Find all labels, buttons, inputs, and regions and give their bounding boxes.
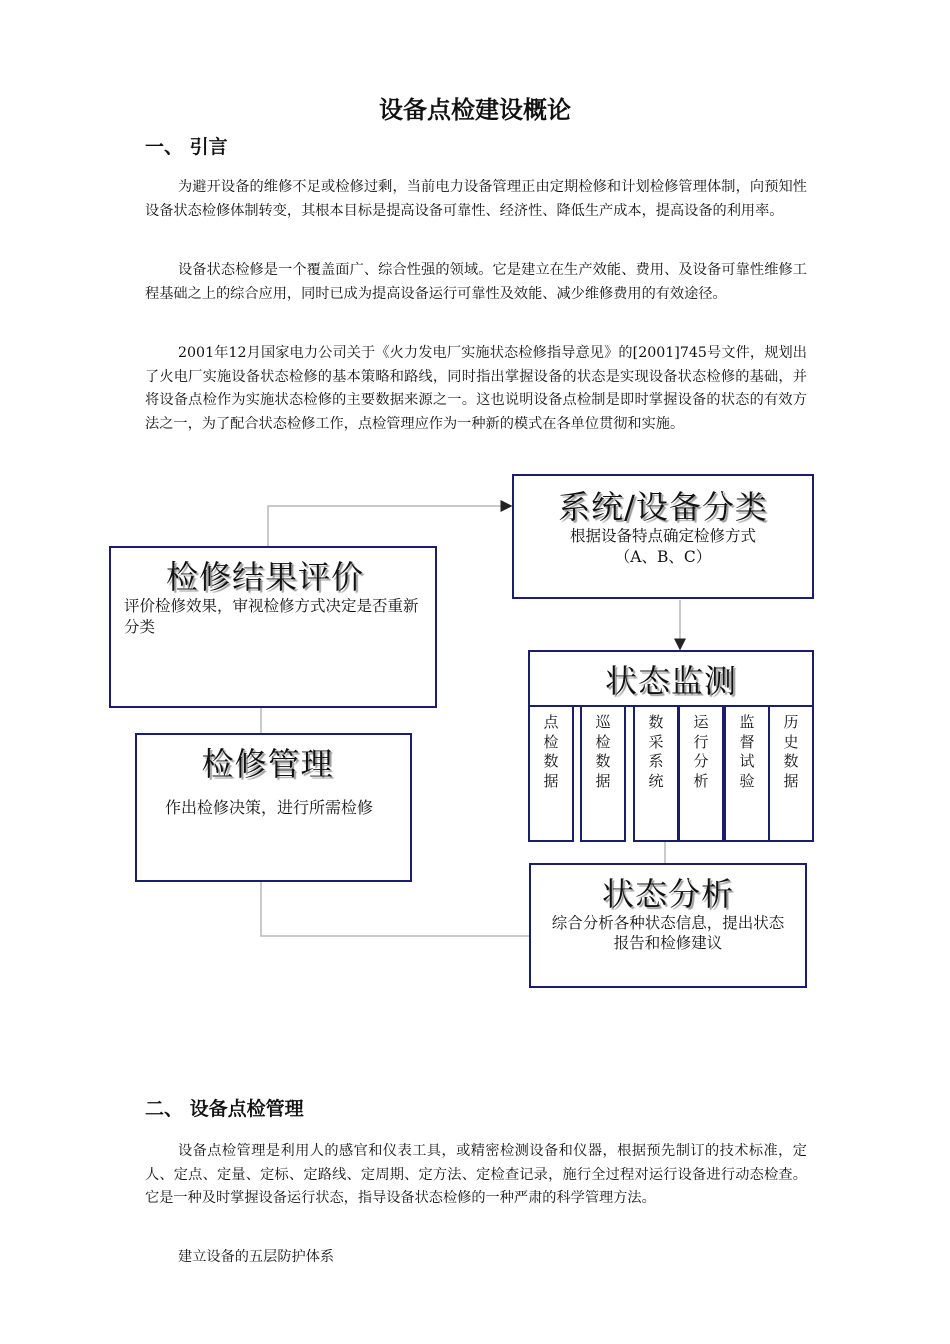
section-heading-intro: 一、 引言 [145,136,228,158]
paragraph-3: 2001年12月国家电力公司关于《火力发电厂实施状态检修指导意见》的[2001]745号文件，规划出了火电厂实施设备状态检修的基本策略和路线，同时指出掌握设备的状态是实现设备状态检修的基础，并将设备点检作为实施状态检修的主要数据来源之一。这也说明设备点检制是即时掌握设备的状态的有效方法之一，为了配合状态检修工作，点检管理应作为一种新的模式在各单位贯彻和实施。 [145,345,807,432]
evaluate-desc: 评价检修效果，审视检修方式决定是否重新分类 [124,597,419,636]
analysis-desc: 综合分析各种状态信息，提出状态报告和检修建议 [551,914,785,952]
manage-title: 检修管理 [201,745,334,783]
classify-desc-2: （A、B、C） [614,548,712,566]
monitor-title: 状态监测 [604,662,737,700]
monitor-column: 点检数据 [528,705,574,842]
monitor-column: 监督试验 [724,705,770,842]
monitor-column: 巡检数据 [580,705,626,842]
manage-box [135,733,412,882]
classify-title: 系统/设备分类 [558,488,768,526]
paragraph-2: 设备状态检修是一个覆盖面广、综合性强的领域。它是建立在生产效能、费用、及设备可靠性维修工程基础之上的综合应用，同时已成为提高设备运行可靠性及效能、减少维修费用的有效途径。 [145,262,807,302]
page-title: 设备点检建设概论 [379,96,571,124]
paragraph-1: 为避开设备的维修不足或检修过剩，当前电力设备管理正由定期检修和计划检修管理体制，向预知性设备状态检修体制转变，其根本目标是提高设备可靠性、经济性、降低生产成本，提高设备的利用率。 [145,179,807,219]
paragraph-5: 建立设备的五层防护体系 [178,1249,335,1265]
analysis-box [529,863,807,988]
classify-desc: 根据设备特点确定检修方式 [569,527,756,545]
monitor-column: 历史数据 [768,705,814,842]
monitor-box [528,650,814,707]
section-heading-management: 二、 设备点检管理 [145,1098,304,1120]
evaluate-title: 检修结果评价 [165,558,364,596]
monitor-column: 运行分析 [678,705,724,842]
analysis-title: 状态分析 [601,875,734,913]
classify-box [512,474,814,599]
evaluate-box [109,546,437,708]
monitor-column: 数采系统 [633,705,679,842]
manage-desc: 作出检修决策，进行所需检修 [165,798,374,817]
paragraph-4: 设备点检管理是利用人的感官和仪表工具，或精密检测设备和仪器，根据预先制订的技术标准，定人、定点、定量、定标、定路线、定周期、定方法、定检查记录，施行全过程对运行设备进行动态检查。它是一种及时掌握设备运行状态，指导设备状态检修的一种严肃的科学管理方法。 [145,1143,807,1206]
